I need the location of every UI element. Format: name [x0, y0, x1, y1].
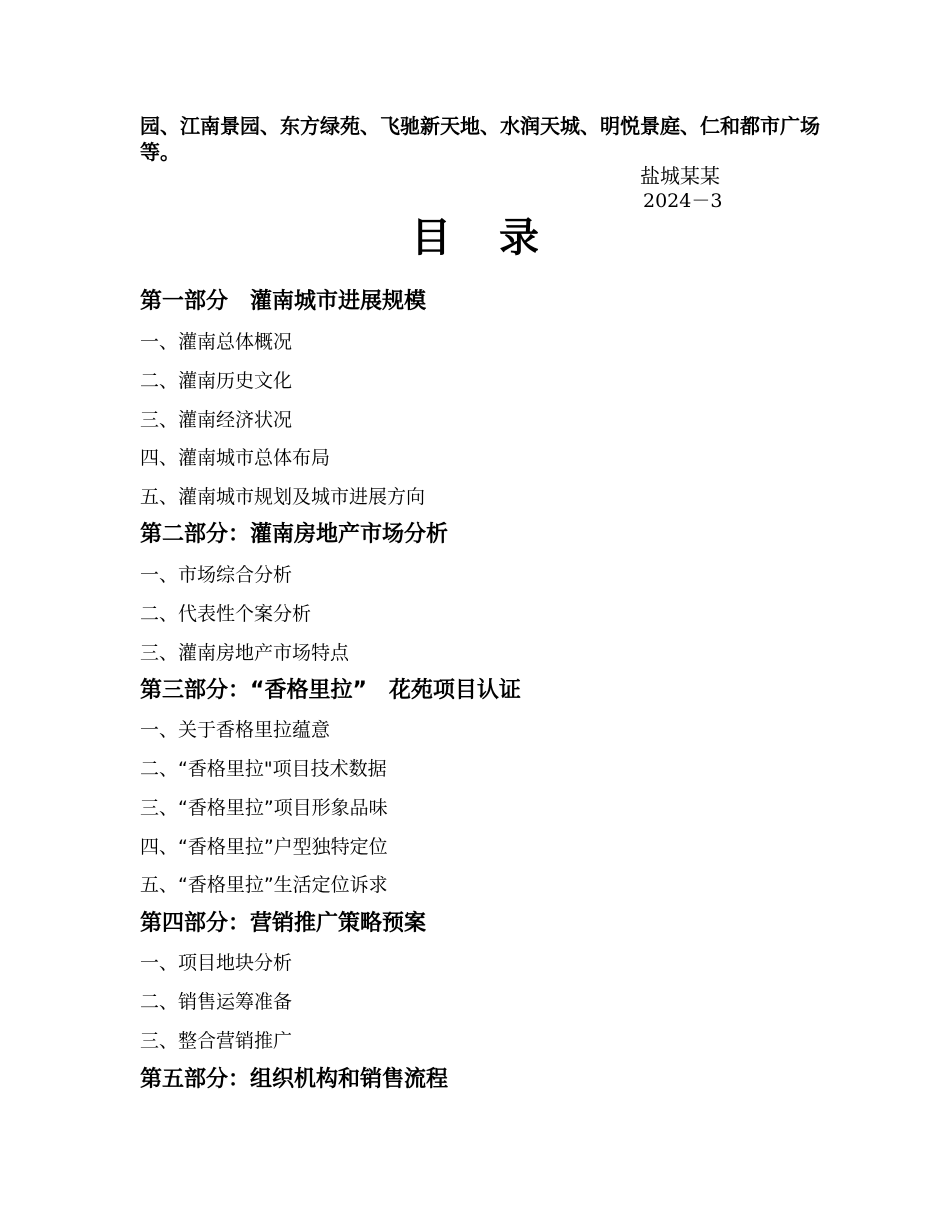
toc-part-3-item-4: 四、“香格里拉”户型独特定位	[140, 836, 388, 858]
toc-part-2-item-1: 一、市场综合分析	[140, 564, 293, 586]
toc-part-4-item-2: 二、销售运筹准备	[140, 991, 293, 1013]
toc-part-1-item-4: 四、灌南城市总体布局	[140, 447, 331, 469]
toc-part-1-item-2: 二、灌南历史文化	[140, 370, 293, 392]
toc-part-3-item-5: 五、“香格里拉”生活定位诉求	[140, 874, 388, 896]
toc-part-3-item-1: 一、关于香格里拉蕴意	[140, 719, 331, 741]
toc-part-4-heading: 第四部分：营销推广策略预案	[140, 911, 427, 936]
toc-part-1-item-3: 三、灌南经济状况	[140, 409, 293, 431]
toc-part-2-item-3: 三、灌南房地产市场特点	[140, 642, 350, 664]
toc-part-2-item-2: 二、代表性个案分析	[140, 603, 312, 625]
signature-name: 盐城某某	[640, 164, 720, 188]
toc-part-4-item-1: 一、项目地块分析	[140, 952, 293, 974]
intro-paragraph: 园、江南景园、东方绿苑、飞驰新天地、水润天城、明悦景庭、仁和都市广场等。	[140, 114, 820, 164]
toc-part-3-heading: 第三部分：“香格里拉” 花苑项目认证	[140, 678, 521, 703]
toc-part-5-heading: 第五部分：组织机构和销售流程	[140, 1067, 449, 1092]
toc-part-1-item-5: 五、灌南城市规划及城市进展方向	[140, 486, 426, 508]
toc-part-1-item-1: 一、灌南总体概况	[140, 331, 293, 353]
toc-part-2-heading: 第二部分：灌南房地产市场分析	[140, 522, 449, 547]
toc-part-3-item-3: 三、“香格里拉”项目形象品味	[140, 797, 388, 819]
toc-part-4-item-3: 三、整合营销推广	[140, 1030, 293, 1052]
toc-part-3-item-2: 二、“香格里拉"项目技术数据	[140, 758, 387, 780]
toc-title: 目录	[411, 215, 587, 261]
signature-date: 2024－3	[643, 190, 723, 212]
toc-part-1-heading: 第一部分 灌南城市进展规模	[140, 289, 427, 314]
